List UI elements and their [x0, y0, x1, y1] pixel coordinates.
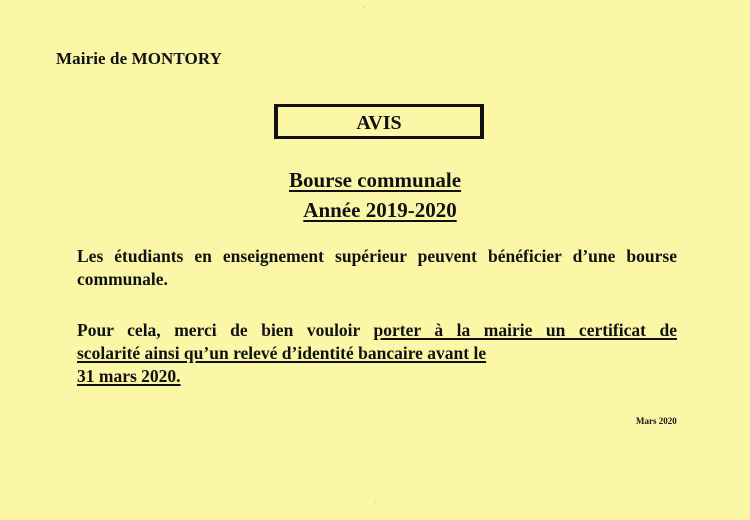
- notice-label: AVIS: [356, 112, 402, 134]
- notice-title: Bourse communale: [288, 168, 462, 192]
- instructions-line-3: [77, 365, 677, 388]
- notice-date: Mars 2020: [636, 416, 677, 426]
- deadline-date: 31 mars 2020.: [77, 366, 181, 386]
- instructions-line-1: [77, 319, 677, 342]
- notice-label-box: [274, 104, 484, 139]
- issuer-name: Mairie de MONTORY: [56, 49, 223, 68]
- instructions-requirement-1: porter à la mairie un certificat de: [373, 320, 677, 340]
- notice-year: Année 2019-2020: [303, 198, 457, 222]
- instructions-requirement-2: scolarité ainsi qu’un relevé d’identité bancaire avant le: [77, 343, 487, 363]
- paper-speck: ·: [374, 498, 377, 507]
- instructions-paragraph: [77, 319, 677, 388]
- instructions-line-2: [77, 342, 677, 365]
- instructions-intro: Pour cela, merci de bien vouloir: [77, 320, 374, 340]
- eligibility-paragraph: Les étudiants en enseignement supérieur peuvent bénéficier d’une bourse communale.: [77, 246, 677, 289]
- paper-speck: ٬: [362, 6, 365, 15]
